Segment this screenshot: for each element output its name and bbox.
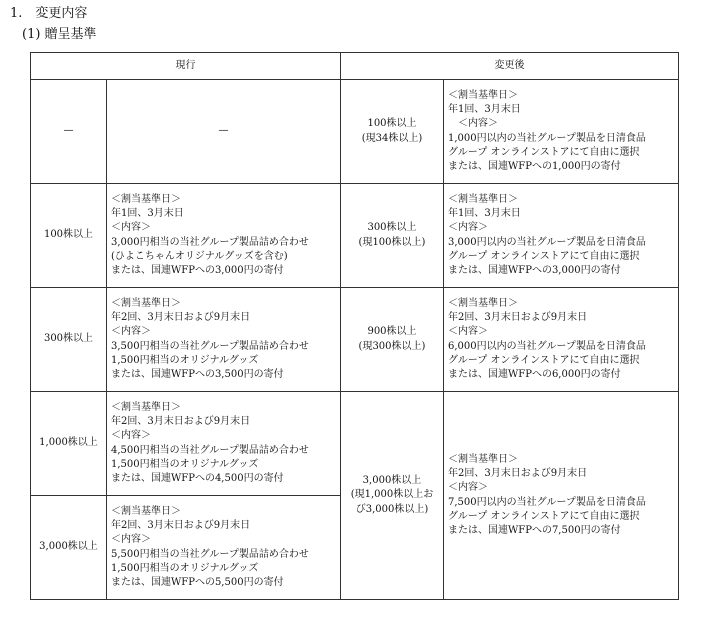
content-line: ＜割当基準日＞: [448, 297, 518, 309]
content-line: 1,000円以内の当社グループ製品を日清食品: [448, 132, 646, 144]
current-content-cell: [107, 496, 341, 600]
threshold-line: (現300株以上): [358, 340, 426, 352]
subsection-heading: (1) 贈呈基準: [22, 27, 97, 42]
content-line: 3,500円相当の当社グループ製品詰め合わせ: [111, 340, 309, 352]
after-content-cell: [444, 288, 679, 392]
content-line: グループ オンラインストアにて自由に選択: [448, 146, 640, 158]
content-line: ＜内容＞: [111, 534, 151, 546]
current-threshold-cell: 300株以上: [31, 288, 107, 392]
content-line: または、国連WFPへの3,500円の寄付: [111, 368, 284, 380]
after-content-cell: [444, 184, 679, 288]
content-line: 年2回、3月末日および9月末日: [111, 520, 251, 532]
after-threshold-cell: [341, 80, 444, 184]
table-row: [31, 184, 679, 288]
content-line: グループ オンラインストアにて自由に選択: [448, 354, 640, 366]
content-line: ＜割当基準日＞: [111, 297, 181, 309]
content-line: ＜内容＞: [111, 222, 151, 234]
table-row: [31, 392, 679, 496]
content-line: ＜内容＞: [448, 326, 488, 338]
content-line: (ひよこちゃんオリジナルグッズを含む): [111, 250, 288, 262]
gift-criteria-table: [30, 52, 679, 600]
content-line: ＜内容＞: [448, 222, 488, 234]
section-heading: 1. 変更内容: [10, 6, 88, 21]
content-line: または、国連WFPへの5,500円の寄付: [111, 576, 284, 588]
content-line: または、国連WFPへの1,000円の寄付: [448, 160, 621, 172]
content-line: 年1回、3月末日: [448, 104, 521, 116]
content-line: グループ オンラインストアにて自由に選択: [448, 510, 640, 522]
table-row: [31, 288, 679, 392]
content-line: 年2回、3月末日および9月末日: [448, 468, 588, 480]
content-line: ＜割当基準日＞: [111, 401, 181, 413]
current-content-cell: [107, 80, 341, 184]
content-line: 6,000円以内の当社グループ製品を日清食品: [448, 340, 646, 352]
threshold-line: (現34株以上): [361, 132, 423, 144]
threshold-line: 900株以上: [367, 326, 417, 338]
content-line: ＜割当基準日＞: [448, 193, 518, 205]
content-line: 年2回、3月末日および9月末日: [448, 312, 588, 324]
content-line: または、国連WFPへの3,000円の寄付: [111, 264, 284, 276]
content-line: ＜内容＞: [448, 118, 498, 130]
threshold-line: 3,000株以上: [362, 475, 422, 487]
content-line: 1,500円相当のオリジナルグッズ: [111, 354, 259, 366]
content-line: または、国連WFPへの6,000円の寄付: [448, 368, 621, 380]
current-threshold-cell: 100株以上: [31, 184, 107, 288]
content-line: 7,500円以内の当社グループ製品を日清食品: [448, 496, 646, 508]
content-line: 5,500円相当の当社グループ製品詰め合わせ: [111, 548, 309, 560]
threshold-line: (現1,000株以上お: [350, 489, 434, 501]
current-threshold-cell: 1,000株以上: [31, 392, 107, 496]
content-line: ＜割当基準日＞: [111, 193, 181, 205]
content-line: 1,500円相当のオリジナルグッズ: [111, 562, 259, 574]
current-content-cell: [107, 288, 341, 392]
table-row: [31, 80, 679, 184]
header-current: 現行: [31, 53, 341, 80]
content-line: ＜割当基準日＞: [448, 89, 518, 101]
threshold-line: (現100株以上): [358, 236, 426, 248]
content-line: 1,500円相当のオリジナルグッズ: [111, 458, 259, 470]
current-content-cell: [107, 392, 341, 496]
current-content-cell: [107, 184, 341, 288]
content-line: 年1回、3月末日: [448, 208, 521, 220]
current-threshold-cell: —: [31, 80, 107, 184]
content-line: または、国連WFPへの4,500円の寄付: [111, 472, 284, 484]
table-header-row: [31, 53, 679, 80]
header-after: 変更後: [341, 53, 679, 80]
after-content-cell: [444, 392, 679, 600]
content-line: 3,000円以内の当社グループ製品を日清食品: [448, 236, 646, 248]
content-line: ＜内容＞: [111, 430, 151, 442]
content-line: 年2回、3月末日および9月末日: [111, 416, 251, 428]
content-line: 4,500円相当の当社グループ製品詰め合わせ: [111, 444, 309, 456]
content-line: 3,000円相当の当社グループ製品詰め合わせ: [111, 236, 309, 248]
content-line: または、国連WFPへの7,500円の寄付: [448, 524, 621, 536]
content-line: —: [218, 125, 229, 137]
content-line: ＜内容＞: [448, 482, 488, 494]
content-line: ＜割当基準日＞: [111, 505, 181, 517]
content-line: ＜割当基準日＞: [448, 453, 518, 465]
content-line: グループ オンラインストアにて自由に選択: [448, 250, 640, 262]
threshold-line: び3,000株以上): [355, 503, 429, 515]
content-line: ＜内容＞: [111, 326, 151, 338]
content-line: または、国連WFPへの3,000円の寄付: [448, 264, 621, 276]
after-threshold-cell: [341, 392, 444, 600]
after-content-cell: [444, 80, 679, 184]
after-threshold-cell: [341, 184, 444, 288]
current-threshold-cell: 3,000株以上: [31, 496, 107, 600]
content-line: 年2回、3月末日および9月末日: [111, 312, 251, 324]
content-line: 年1回、3月末日: [111, 208, 184, 220]
after-threshold-cell: [341, 288, 444, 392]
threshold-line: 100株以上: [367, 118, 417, 130]
threshold-line: 300株以上: [367, 222, 417, 234]
